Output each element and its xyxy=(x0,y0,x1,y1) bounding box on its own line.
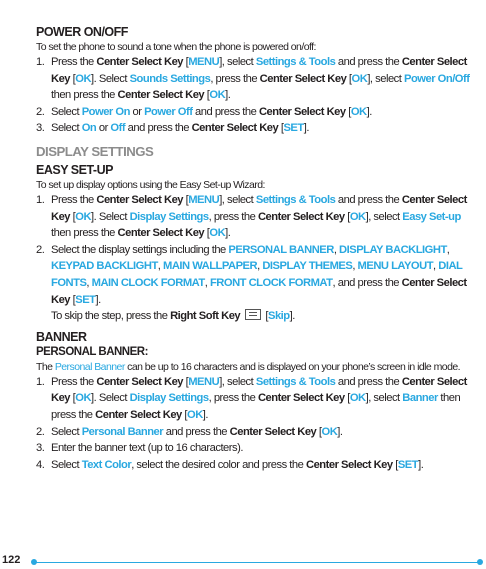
display-settings-heading: DISPLAY SETTINGS xyxy=(36,143,154,159)
manual-page xyxy=(36,22,476,473)
footer-dot-right xyxy=(477,559,483,565)
banner-step-3: 3. Enter the banner text (up to 16 characters). xyxy=(36,442,243,455)
footer-rule xyxy=(34,562,480,563)
easy-setup-desc: To set up display options using the Easy Set-up Wizard: xyxy=(36,178,265,191)
display-step-2: 2. Select the display settings including the PERSONAL BANNER, DISPLAY BACKLIGHT, KEYPAD BACKLIGHT, MAIN WALLPAPER, DISPLAY THEMES, MENU LAYOUT, DIAL FONTS, MAIN CLOCK FORMAT, FRONT CLOCK FORMAT, and press the Center Select Key [SET]. To skip the step, press the Right Soft Key [Skip]. xyxy=(36,242,476,325)
banner-step-4: 4. Select Text Color, select the desired color and press the Center Select Key [SET]. xyxy=(36,458,424,471)
right-soft-key-icon xyxy=(245,309,261,320)
page-footer xyxy=(0,553,486,569)
personal-banner-subheading: PERSONAL BANNER: xyxy=(36,345,148,358)
display-step-1: 1. Press the Center Select Key [MENU], select Settings & Tools and press the Center Select Key [OK]. Select Display Settings, press the Center Select Key [OK], select Easy Set-up then press the Center Select Key [OK]. xyxy=(36,193,467,240)
skip-instruction: To skip the step, press the Right Soft Key [Skip]. xyxy=(51,310,295,323)
page-number: 122 xyxy=(2,554,21,566)
power-desc: To set the phone to sound a tone when the phone is powered on/off: xyxy=(36,41,316,53)
power-step-2: 2. Select Power On or Power Off and press the Center Select Key [OK]. xyxy=(36,105,372,118)
banner-step-1: 1. Press the Center Select Key [MENU], select Settings & Tools and press the Center Select Key [OK]. Select Display Settings, press the Center Select Key [OK], select Banner then press the Center Select Key [OK]. xyxy=(36,375,467,421)
easy-setup-heading: EASY SET-UP xyxy=(36,162,113,177)
power-heading: POWER ON/OFF xyxy=(36,25,128,39)
banner-step-2: 2. Select Personal Banner and press the Center Select Key [OK]. xyxy=(36,425,343,438)
banner-heading: BANNER xyxy=(36,329,87,344)
banner-desc: The Personal Banner can be up to 16 characters and is displayed on your phone’s screen in idle mode. xyxy=(36,360,461,373)
power-step-3: 3. Select On or Off and press the Center Select Key [SET]. xyxy=(36,122,309,135)
power-step-1: 1. Press the Center Select Key [MENU], select Settings & Tools and press the Center Select Key [OK]. Select Sounds Settings, press the Center Select Key [OK], select Power On/Off then press the Center Select Key [OK]. xyxy=(36,56,470,102)
